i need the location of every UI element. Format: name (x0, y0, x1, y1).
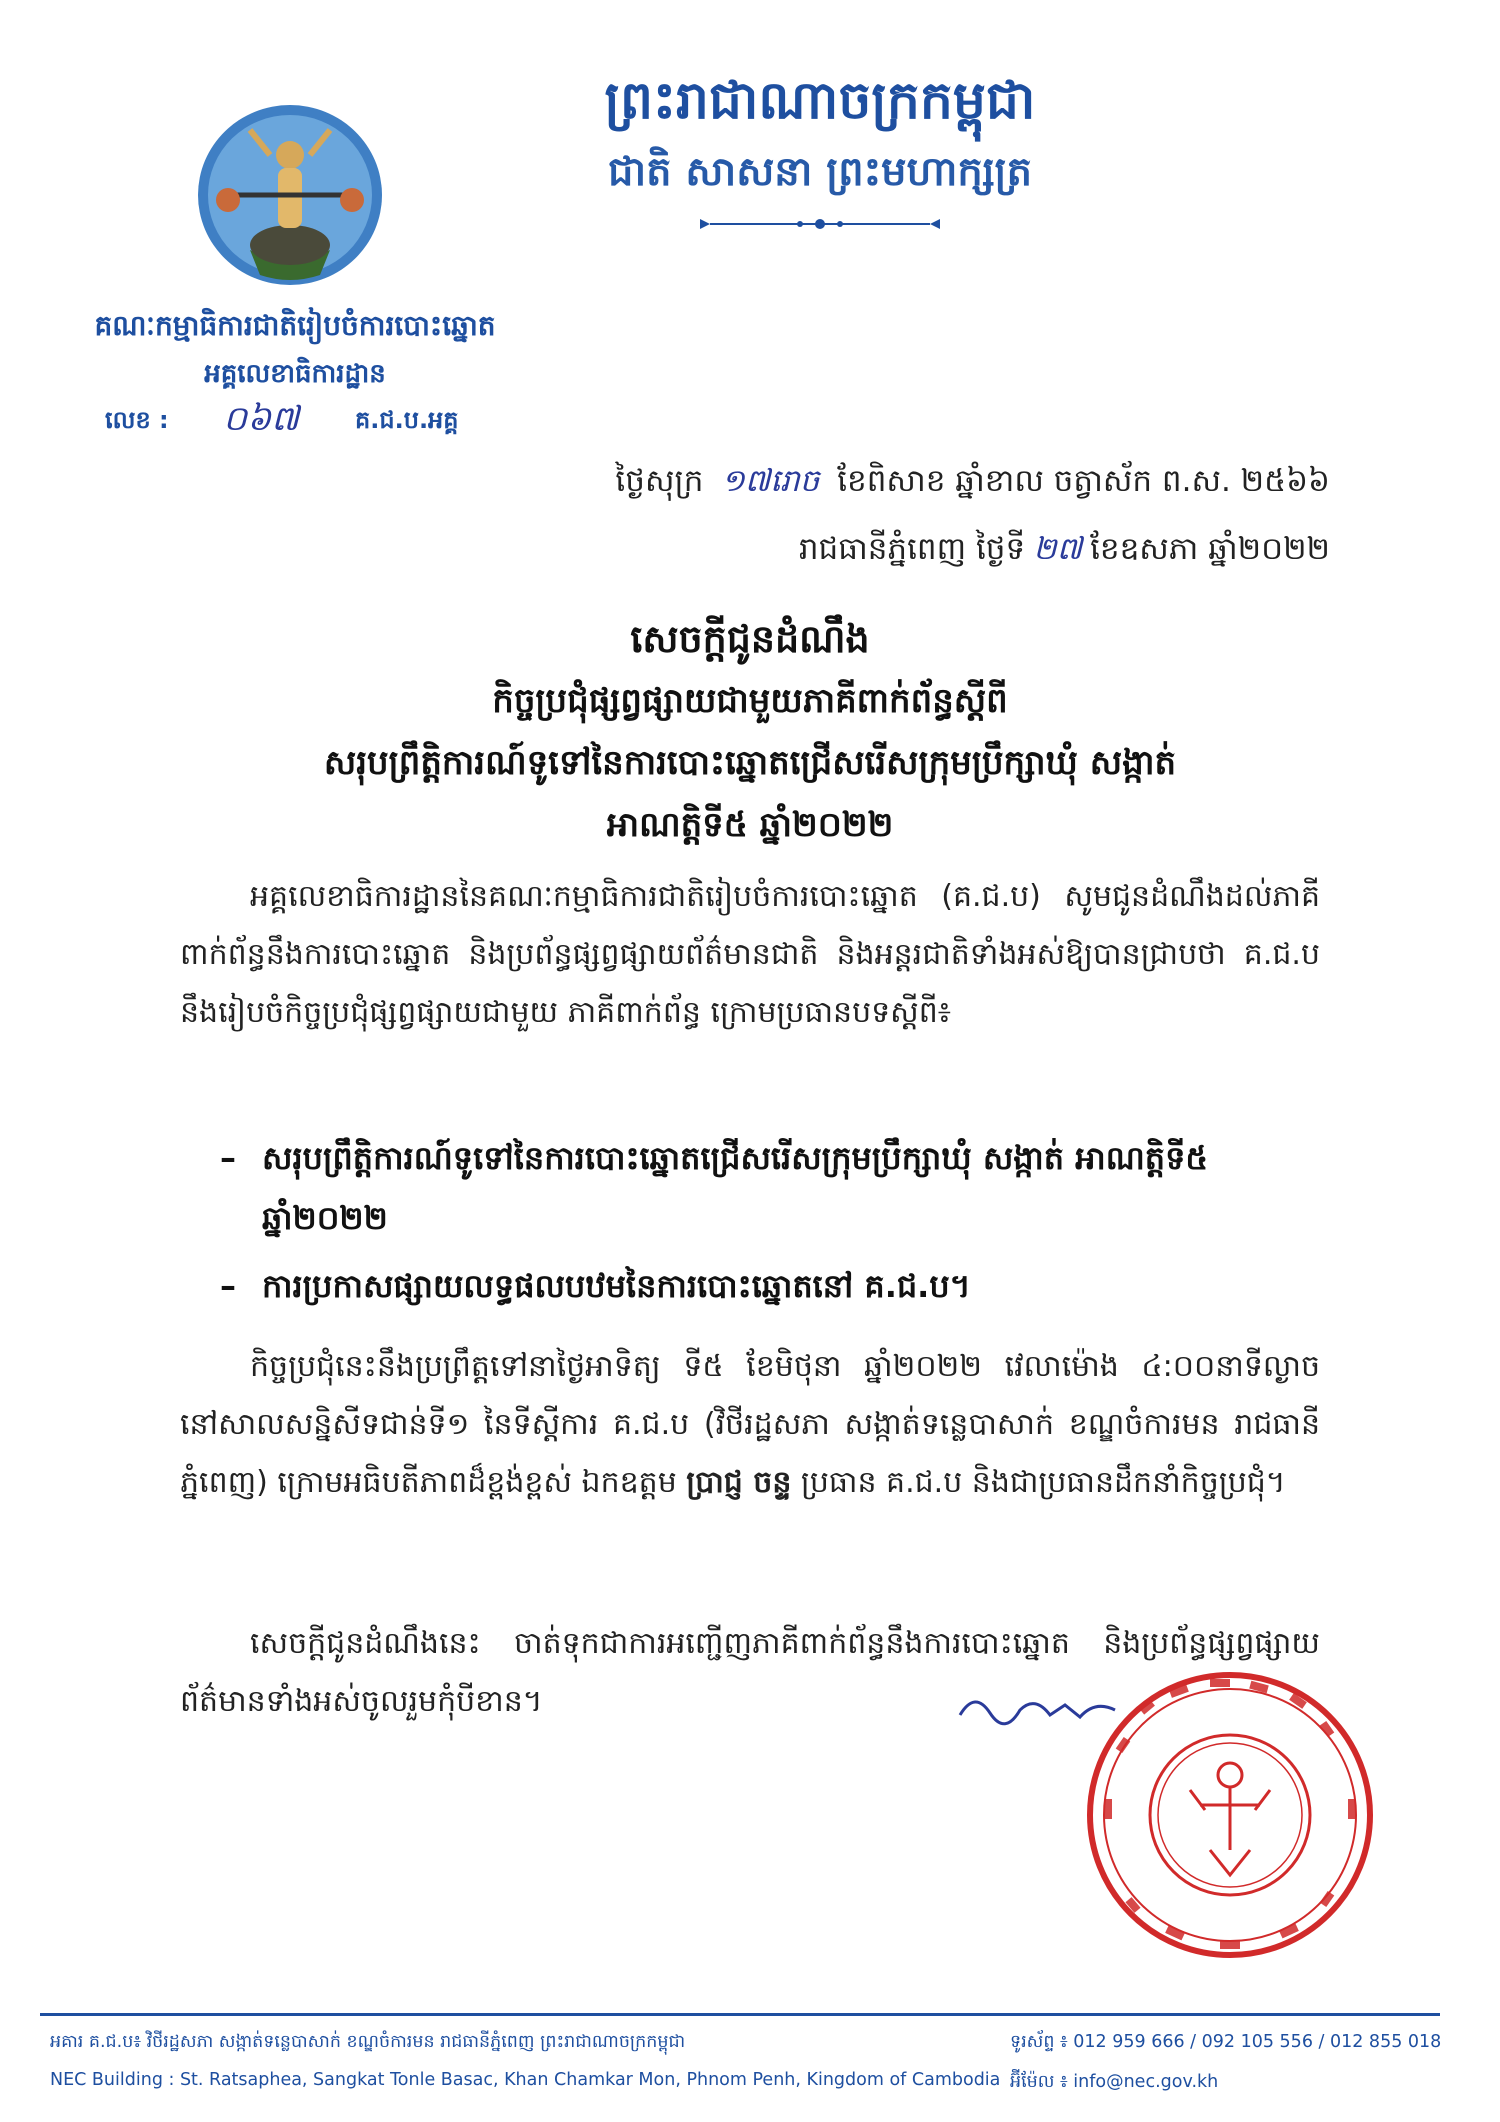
paragraph-meeting-text (180, 1338, 1320, 1512)
email-link[interactable]: info@nec.gov.kh (1073, 2072, 1219, 2092)
reference-value: ០៦៧ (223, 399, 300, 439)
lunar-year: ឆ្នាំខាល ចត្វាស័ក ព.ស. ២៥៦៦ (955, 463, 1330, 499)
kingdom-header (560, 62, 1080, 238)
reference-code: គ.ជ.ប.អគ្គ (355, 406, 459, 434)
bullet-text-1: សរុបព្រឹត្តិការណ៍ទូទៅនៃការបោះឆ្នោតជ្រើសរើសក្រុមប្រឹក្សាឃុំ សង្កាត់ អាណត្តិទី៥ ឆ្នាំ២០២២ (262, 1139, 1209, 1237)
solar-suffix: ខែឧសភា ឆ្នាំ២០២២ (1090, 531, 1330, 567)
title-line-3: សរុបព្រឹត្តិការណ៍ទូទៅនៃការបោះឆ្នោតជ្រើសរើសក្រុមប្រឹក្សាឃុំ សង្កាត់ (323, 743, 1177, 783)
official-seal-icon (1080, 1665, 1380, 1965)
email-label: អ៊ីម៉ែល ៖ (1010, 2072, 1068, 2092)
paragraph-invitation-text: សេចក្តីជូនដំណឹងនេះ ចាត់ទុកជាការអញ្ជើញភាគីពាក់ព័ន្ធនឹងការបោះឆ្នោត និងប្រព័ន្ធផ្សព្វផ្សាយព័ត៌មានទាំងអស់ចូលរួមកុំបីខាន។ (180, 1626, 1320, 1719)
title-line-4: អាណត្តិទី៥ ឆ្នាំ២០២២ (606, 805, 894, 845)
solar-day: ២៧ (1033, 531, 1083, 567)
notice-title (140, 608, 1360, 856)
bullet-text-2: ការប្រកាសផ្សាយលទ្ធផលបឋមនៃការបោះឆ្នោតនៅ គ.ជ.ប។ (262, 1267, 971, 1305)
footer-phone (1010, 2030, 1441, 2056)
footer-address-en: NEC Building : St. Ratsaphea, Sangkat Tonle Basac, Khan Chamkar Mon, Phnom Penh, Kingdom of Cambodia (50, 2070, 1001, 2090)
committee-name: គណៈកម្មាធិការជាតិរៀបចំការបោះឆ្នោត (94, 309, 496, 342)
phone-value: 012 959 666 / 092 105 556 / 012 855 018 (1073, 2032, 1442, 2052)
lunar-day: ១៧រោច (721, 463, 820, 499)
nec-emblem-icon (190, 100, 390, 290)
paragraph-intro (180, 868, 1320, 1042)
kingdom-title: ព្រះរាជាណាចក្រកម្ពុជា (604, 71, 1036, 131)
bullet-dash-2: – (220, 1267, 236, 1305)
reference-label: លេខ : (105, 406, 169, 434)
bullet-item-2 (220, 1256, 1312, 1316)
lunar-weekday: ថ្ងៃសុក្រ (615, 463, 704, 499)
chairman-name: ប្រាជ្ញ ចន្ទ (686, 1465, 792, 1500)
committee-department: អគ្គលេខាធិការដ្ឋាន (204, 359, 386, 389)
footer-email (1010, 2070, 1218, 2096)
title-line-1: សេចក្តីជូនដំណឹង (630, 617, 870, 661)
paragraph-meeting (180, 1338, 1320, 1512)
paragraph-intro-text: អគ្គលេខាធិការដ្ឋាននៃគណៈកម្មាធិការជាតិរៀបចំការបោះឆ្នោត (គ.ជ.ប) សូមជូនដំណឹងដល់ភាគីពាក់ព័ន្ធនឹងការបោះឆ្នោត និងប្រព័ន្ធផ្សព្វផ្សាយព័ត៌មានជាតិ និងអន្តរជាតិទាំងអស់ឱ្យបានជ្រាបថា គ.ជ.ប នឹងរៀបចំកិច្ចប្រជុំផ្សព្វផ្សាយជាមួយ ភាគីពាក់ព័ន្ធ ក្រោមប្រធានបទស្តីពី៖ (180, 879, 1320, 1030)
committee-block (45, 302, 545, 398)
kingdom-motto: ជាតិ សាសនា ព្រះមហាក្សត្រ (608, 149, 1032, 195)
title-line-2: កិច្ចប្រជុំផ្សព្វផ្សាយជាមួយភាគីពាក់ព័ន្ធស្តីពី (492, 681, 1008, 721)
footer-address-kh: អគារ គ.ជ.ប៖ វិថីរដ្ឋសភា សង្កាត់ទន្លេបាសាក់ ខណ្ឌចំការមន រាជធានីភ្នំពេញ ព្រះរាជាណាចក្រកម្ពុជា (50, 2032, 686, 2052)
lunar-month: ខែពិសាខ (837, 463, 946, 499)
bullet-dash-1: – (220, 1139, 236, 1177)
lunar-date (615, 462, 1330, 507)
solar-prefix: រាជធានីភ្នំពេញ ថ្ងៃទី (798, 531, 1026, 567)
solar-date (799, 530, 1330, 575)
footer-divider (40, 2013, 1440, 2016)
divider-ornament-icon (560, 214, 1080, 238)
phone-label: ទូរស័ព្ទ ៖ (1010, 2032, 1068, 2052)
meeting-role: ប្រធាន គ.ជ.ប និងជាប្រធានដឹកនាំកិច្ចប្រជុំ។ (800, 1465, 1286, 1500)
bullet-item-1 (220, 1128, 1312, 1248)
meeting-details: កិច្ចប្រជុំនេះនឹងប្រព្រឹត្តទៅនាថ្ងៃអាទិត្យ ទី៥ ខែមិថុនា ឆ្នាំ២០២២ វេលាម៉ោង ៤:០០នាទីល្ងាច នៅសាលសន្និសីទជាន់ទី១ នៃទីស្តីការ គ.ជ.ប (វិថីរដ្ឋសភា សង្កាត់ទន្លេបាសាក់ ខណ្ឌចំការមន រាជធានីភ្នំពេញ) ក្រោមអធិបតីភាពដ៏ខ្ពង់ខ្ពស់ ឯកឧត្តម (180, 1349, 1320, 1500)
